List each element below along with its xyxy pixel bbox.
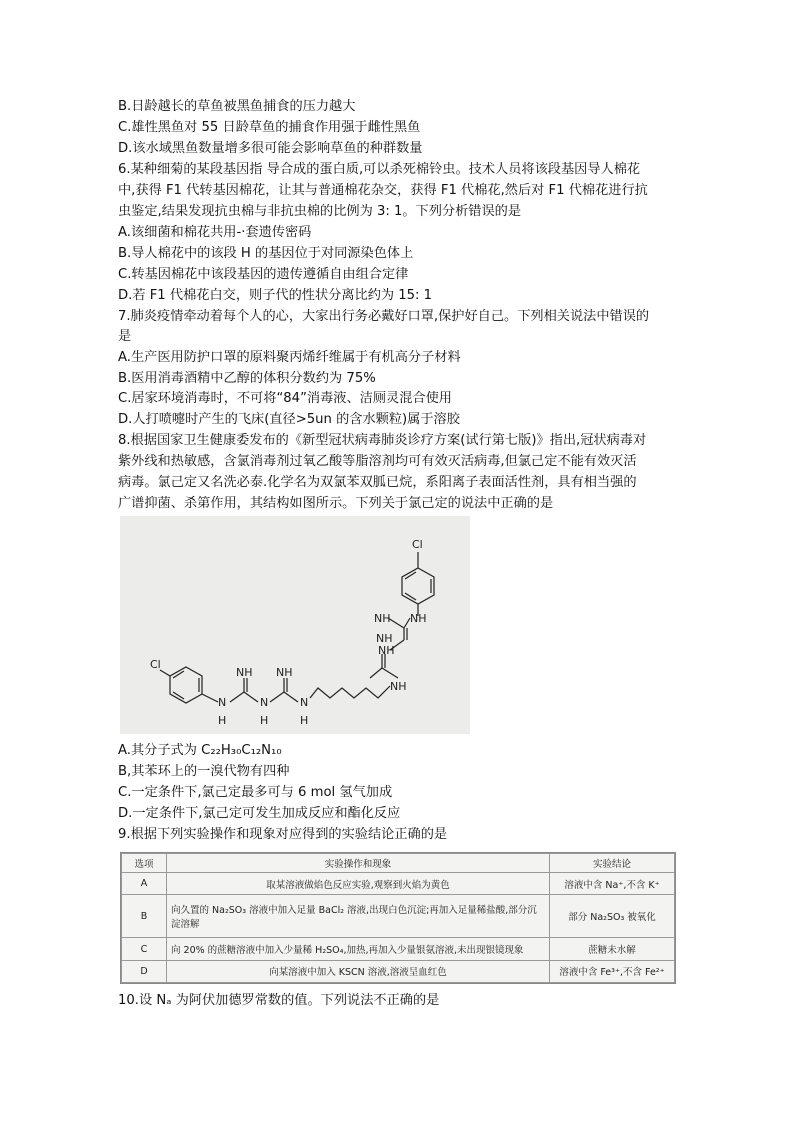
- question-6-stem: 6.某种细菊的某段基因指 导合成的蛋白质,可以杀死棉铃虫。技术人员将该段基因导人棉花: [118, 162, 641, 177]
- text-line: D.该水域黑鱼数量增多很可能会影响草鱼的种群数量: [118, 141, 423, 156]
- atom-label: H: [260, 714, 269, 727]
- table-cell-conclusion: 溶液中含 Na⁺,不含 K⁺: [550, 873, 675, 895]
- option-7c: C.居家环境消毒时，不可将“84”消毒液、洁厕灵混合使用: [118, 391, 452, 406]
- question-7-stem: 7.肺炎疫情牵动着每个人的心，大家出行务必戴好口罩,保护好自己。下列相关说法中错误的: [118, 309, 650, 324]
- atom-label: H: [300, 714, 309, 727]
- structure-diagram: [120, 516, 470, 734]
- option-7a: A.生产医用防护口罩的原料聚丙烯纤维属于有机高分子材料: [118, 350, 461, 365]
- atom-label: N: [260, 696, 269, 709]
- option-7b: B.医用消毒酒精中乙醇的体积分数约为 75%: [118, 371, 376, 386]
- question-8-stem: 8.根据国家卫生健康委发布的《新型冠状病毒肺炎诊疗方案(试行第七版)》指出,冠状病毒对: [118, 433, 647, 448]
- option-6d: D.若 F1 代棉花白交，则子代的性状分离比约为 15: 1: [118, 288, 433, 303]
- option-8c: C.一定条件下,氯己定最多可与 6 mol 氢气加成: [118, 785, 393, 800]
- option-6b: B.导人棉花中的该段 H 的基因位于对同源染色体上: [118, 246, 414, 261]
- table-cell-conclusion: 部分 Na₂SO₃ 被氧化: [550, 895, 675, 938]
- option-7d: D.人打喷嚏时产生的飞床(直径>5un 的含水颗粒)属于溶胶: [118, 412, 460, 427]
- atom-label: N: [218, 696, 227, 709]
- table-cell-option: B: [122, 895, 167, 938]
- table-cell-conclusion: 蔗糖未水解: [550, 938, 675, 960]
- text-line: 广谱抑菌、杀第作用，其结构如图所示。下列关于氯己定的说法中正确的是: [118, 496, 554, 511]
- table-cell-operation: 向 20% 的蔗糖溶液中加入少量稀 H₂SO₄,加热,再加入少量银氨溶液,未出现银镜现象: [167, 938, 550, 960]
- table-header: 实验操作和现象: [167, 854, 550, 873]
- option-8d: D.一定条件下,氯己定可发生加成反应和酯化反应: [118, 806, 401, 821]
- experiment-table: [120, 852, 676, 984]
- question-10-stem: 10.设 Nₐ 为阿伏加德罗常数的值。下列说法不正确的是: [118, 993, 440, 1008]
- table-cell-operation: 向久置的 Na₂SO₃ 溶液中加入足量 BaCl₂ 溶液,出现白色沉淀;再加入足量稀盐酸,部分沉淀溶解: [167, 895, 550, 938]
- text-line: C.雄性黑鱼对 55 日龄草鱼的捕食作用强于雌性黑鱼: [118, 120, 421, 135]
- text-line: B.日龄越长的草鱼被黑鱼捕食的压力越大: [118, 99, 356, 114]
- option-6c: C.转基因棉花中该段基因的遗传遵循自由组合定律: [118, 267, 409, 282]
- atom-label: NH: [390, 680, 407, 693]
- question-9-stem: 9.根据下列实验操作和现象对应得到的实验结论正确的是: [118, 827, 448, 842]
- atom-label: NH: [378, 644, 395, 657]
- option-8b: B,其苯环上的一溴代物有四种: [118, 764, 290, 779]
- atom-label: NH: [374, 612, 391, 625]
- table-cell-operation: 向某溶液中加入 KSCN 溶液,溶液呈血红色: [167, 960, 550, 982]
- chlorhexidine-structure: [120, 516, 470, 734]
- atom-label: Cl: [150, 658, 161, 671]
- text-line: 中,获得 F1 代转基因棉花，让其与普通棉花杂交，获得 F1 代棉花,然后对 F1 代棉花进行抗: [118, 183, 648, 198]
- text-line: 紫外线和热敏感，含氯消毒剂过氧乙酸等脂溶剂均可有效灭活病毒,但氯己定不能有效灭活: [118, 454, 637, 469]
- atom-label: N: [300, 696, 309, 709]
- atom-label: NH: [276, 666, 293, 679]
- table-header: 实验结论: [550, 854, 675, 873]
- table-row: [122, 960, 675, 982]
- atom-label: NH: [376, 632, 393, 645]
- table-cell-option: D: [122, 960, 167, 982]
- atom-label: H: [218, 714, 227, 727]
- atom-label: NH: [236, 666, 253, 679]
- table-row: [122, 873, 675, 895]
- text-line: 是: [118, 329, 132, 344]
- table-row: [122, 938, 675, 960]
- table-header: 选项: [122, 854, 167, 873]
- table-cell-option: A: [122, 873, 167, 895]
- table-cell-conclusion: 溶液中含 Fe³⁺,不含 Fe²⁺: [550, 960, 675, 982]
- table-cell-operation: 取某溶液做焰色反应实验,观察到火焰为黄色: [167, 873, 550, 895]
- option-8a: A.其分子式为 C₂₂H₃₀C₁₂N₁₀: [118, 743, 282, 758]
- atom-label: Cl: [412, 538, 423, 551]
- text-line: 病毒。氯己定又名洗必泰.化学名为双氯苯双胍已烷，系阳离子表面活性剂，具有相当强的: [118, 475, 637, 490]
- atom-label: NH: [410, 612, 427, 625]
- table-cell-option: C: [122, 938, 167, 960]
- text-line: 虫鉴定,结果发现抗虫棉与非抗虫棉的比例为 3: 1。下列分析错误的是: [118, 204, 522, 219]
- option-6a: A.该细菌和棉花共用-·套遗传密码: [118, 225, 312, 240]
- table-row: [122, 895, 675, 938]
